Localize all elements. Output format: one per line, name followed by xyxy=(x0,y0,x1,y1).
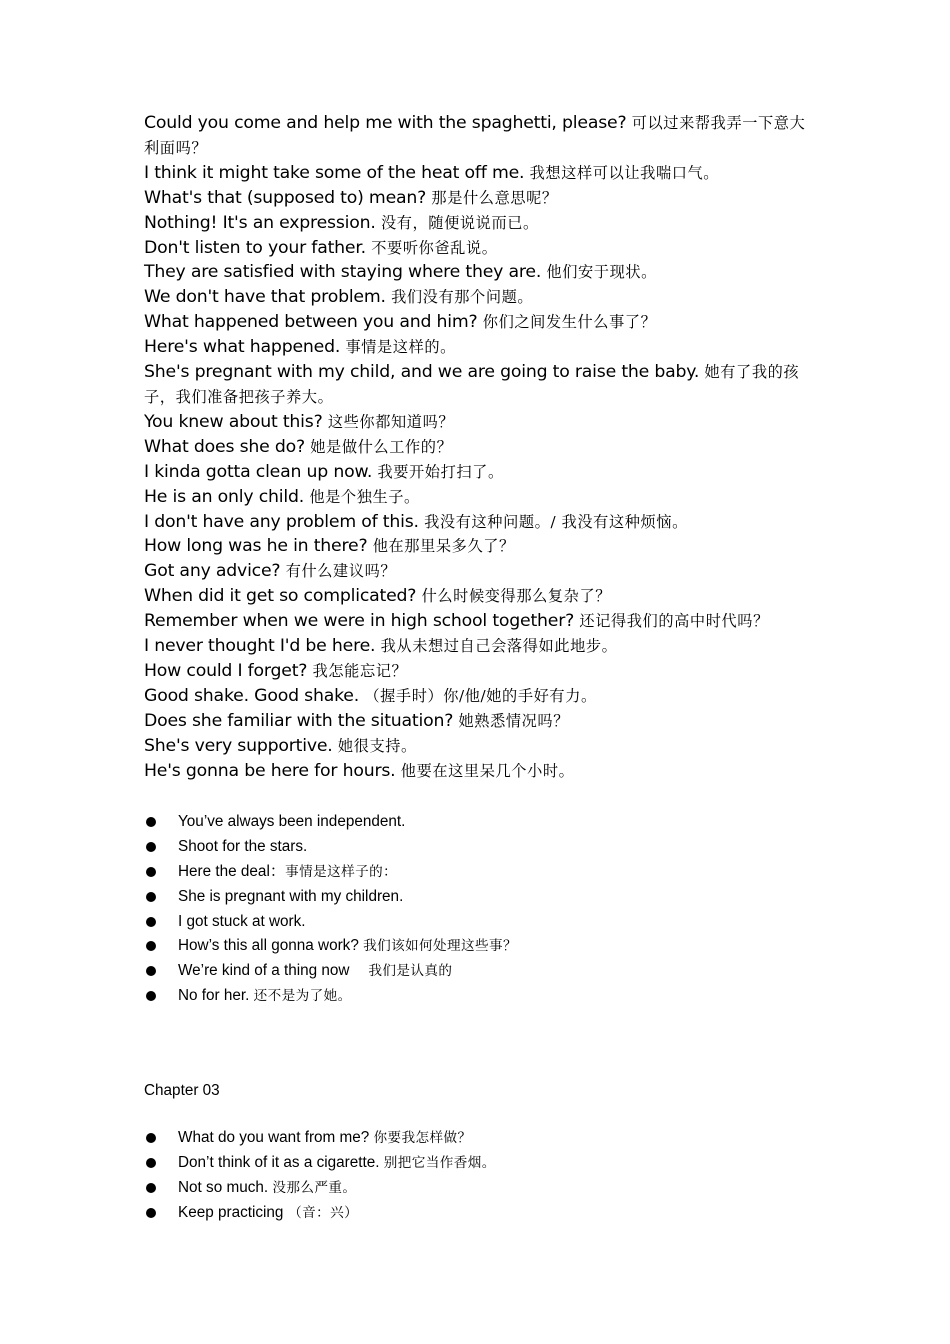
bullet-item xyxy=(144,934,844,959)
bullet-chinese: （音：兴） xyxy=(283,1204,359,1221)
phrase-english: What does she do? xyxy=(144,436,305,457)
bullet-dot-icon xyxy=(146,1158,156,1168)
phrase-line xyxy=(144,285,812,310)
phrase-chinese: 那是什么意思呢？ xyxy=(431,188,558,207)
phrase-chinese: 我们没有那个问题。 xyxy=(391,288,534,307)
bullet-english: Keep practicing xyxy=(178,1203,284,1221)
phrase-chinese: 她是做什么工作的？ xyxy=(310,437,453,456)
phrase-line xyxy=(144,659,812,684)
phrase-chinese: 你们之间发生什么事了？ xyxy=(482,313,657,332)
phrase-line xyxy=(144,634,812,659)
bullet-dot-icon xyxy=(146,1183,156,1193)
phrase-line xyxy=(144,759,812,784)
phrase-line xyxy=(144,734,812,759)
phrase-line xyxy=(144,510,812,535)
bullet-item xyxy=(144,835,844,860)
bullet-english: We’re kind of a thing now xyxy=(178,962,350,980)
phrase-line xyxy=(144,335,812,360)
bullet-chinese: 我们是认真的 xyxy=(349,963,453,980)
bullet-dot-icon xyxy=(146,1208,156,1218)
bullet-item xyxy=(144,984,844,1009)
bullet-item xyxy=(144,860,844,885)
phrase-english: She's pregnant with my child, and we are going to raise the baby. xyxy=(144,362,700,383)
bullet-list-2 xyxy=(144,1126,844,1226)
phrase-chinese: 可以过来帮我弄一下意大利面吗？ xyxy=(144,114,806,157)
phrase-list xyxy=(144,111,812,783)
bullet-dot-icon xyxy=(146,842,156,852)
bullet-item xyxy=(144,910,844,935)
phrase-chinese: 她很支持。 xyxy=(337,736,417,755)
phrase-english: Here's what happened. xyxy=(144,337,341,358)
phrase-chinese: 有什么建议吗？ xyxy=(285,562,397,581)
phrase-english: Could you come and help me with the spaghetti, please? xyxy=(144,113,627,133)
phrase-chinese: 她有了我的孩子，我们准备把孩子养大。 xyxy=(144,363,800,406)
bullet-item xyxy=(144,810,844,835)
phrase-chinese: 什么时候变得那么复杂了？ xyxy=(421,587,612,606)
phrase-english: He is an only child. xyxy=(144,486,305,507)
bullet-dot-icon xyxy=(146,817,156,827)
phrase-line xyxy=(144,236,812,261)
phrase-chinese: （握手时）你/他/她的手好有力。 xyxy=(364,686,597,705)
phrase-chinese: 我要开始打扫了。 xyxy=(377,462,504,481)
bullet-item xyxy=(144,885,844,910)
phrase-english: Good shake. Good shake. xyxy=(144,685,360,706)
phrase-chinese: 不要听你爸乱说。 xyxy=(371,238,498,257)
bullet-dot-icon xyxy=(146,1133,156,1143)
phrase-chinese: 我没有这种问题。/ 我没有这种烦恼。 xyxy=(424,512,688,531)
phrase-line xyxy=(144,211,812,236)
phrase-english: Don't listen to your father. xyxy=(144,237,366,258)
bullet-item xyxy=(144,1201,844,1226)
phrase-english: I think it might take some of the heat off me. xyxy=(144,162,525,183)
bullet-dot-icon xyxy=(146,966,156,976)
chapter-heading: Chapter 03 xyxy=(144,1082,220,1099)
phrase-chinese: 他要在这里呆几个小时。 xyxy=(400,761,575,780)
phrase-chinese: 他是个独生子。 xyxy=(309,487,420,506)
phrase-english: I never thought I'd be here. xyxy=(144,636,376,657)
phrase-chinese: 她熟悉情况吗？ xyxy=(458,711,570,730)
bullet-item xyxy=(144,959,844,984)
phrase-chinese: 他在那里呆多久了？ xyxy=(372,537,515,556)
phrase-english: I kinda gotta clean up now. xyxy=(144,461,373,482)
phrase-english: What happened between you and him? xyxy=(144,312,478,333)
phrase-line xyxy=(144,709,812,734)
bullet-dot-icon xyxy=(146,991,156,1001)
bullet-item xyxy=(144,1151,844,1176)
phrase-line xyxy=(144,460,812,485)
phrase-english: How long was he in there? xyxy=(144,536,368,557)
bullet-dot-icon xyxy=(146,892,156,902)
bullet-dot-icon xyxy=(146,867,156,877)
bullet-english: Here the deal： xyxy=(178,862,286,880)
bullet-dot-icon xyxy=(146,941,156,951)
bullet-chinese: 没那么严重。 xyxy=(272,1179,357,1196)
bullet-english: No for her. xyxy=(178,987,250,1005)
bullet-english: What do you want from me? xyxy=(178,1129,370,1146)
bullet-chinese: 别把它当作香烟。 xyxy=(383,1154,496,1171)
phrase-chinese: 这些你都知道吗？ xyxy=(327,412,455,431)
phrase-english: I don't have any problem of this. xyxy=(144,511,419,532)
bullet-english: Shoot for the stars. xyxy=(178,837,308,855)
phrase-english: Got any advice? xyxy=(144,561,281,582)
phrase-line xyxy=(144,161,812,186)
phrase-line xyxy=(144,584,812,609)
phrase-english: You knew about this? xyxy=(144,411,323,432)
bullet-english: Don’t think of it as a cigarette. xyxy=(178,1153,380,1171)
phrase-english: She's very supportive. xyxy=(144,735,333,756)
phrase-line xyxy=(144,435,812,460)
phrase-line xyxy=(144,534,812,559)
phrase-english: How could I forget? xyxy=(144,660,308,681)
phrase-english: Does she familiar with the situation? xyxy=(144,710,454,731)
phrase-chinese: 还记得我们的高中时代吗？ xyxy=(579,612,769,631)
phrase-chinese: 我怎能忘记？ xyxy=(312,661,408,680)
phrase-chinese: 我从未想过自己会落得如此地步。 xyxy=(380,637,618,656)
bullet-item xyxy=(144,1176,844,1201)
phrase-english: They are satisfied with staying where they are. xyxy=(144,262,542,283)
bullet-chinese: 你要我怎样做？ xyxy=(373,1130,472,1146)
phrase-line xyxy=(144,360,812,410)
bullet-chinese: 我们该如何处理这些事？ xyxy=(363,938,518,955)
bullet-chinese: 事情是这样子的： xyxy=(285,863,398,880)
phrase-english: What's that (supposed to) mean? xyxy=(144,187,427,208)
bullet-english: You’ve always been independent. xyxy=(178,813,406,830)
bullet-list-1 xyxy=(144,810,844,1009)
phrase-chinese: 我想这样可以让我喘口气。 xyxy=(529,163,720,182)
bullet-english: How’s this all gonna work? xyxy=(178,937,359,955)
phrase-chinese: 事情是这样的。 xyxy=(345,338,456,357)
phrase-chinese: 没有，随便说说而已。 xyxy=(380,213,539,232)
phrase-line xyxy=(144,609,812,634)
phrase-line xyxy=(144,310,812,335)
bullet-item xyxy=(144,1126,844,1151)
bullet-english: She is pregnant with my children. xyxy=(178,887,404,905)
bullet-english: I got stuck at work. xyxy=(178,912,306,930)
phrase-line xyxy=(144,684,812,709)
phrase-english: Nothing! It's an expression. xyxy=(144,212,376,233)
phrase-english: He's gonna be here for hours. xyxy=(144,760,396,781)
phrase-line xyxy=(144,485,812,510)
phrase-english: When did it get so complicated? xyxy=(144,586,417,607)
phrase-english: Remember when we were in high school together? xyxy=(144,611,575,632)
phrase-english: We don't have that problem. xyxy=(144,287,386,308)
bullet-chinese: 还不是为了她。 xyxy=(253,988,352,1005)
phrase-line xyxy=(144,260,812,285)
phrase-line xyxy=(144,111,812,161)
phrase-line xyxy=(144,559,812,584)
phrase-chinese: 他们安于现状。 xyxy=(546,263,657,282)
bullet-dot-icon xyxy=(146,917,156,927)
phrase-line xyxy=(144,186,812,211)
bullet-english: Not so much. xyxy=(178,1178,269,1196)
phrase-line xyxy=(144,410,812,435)
